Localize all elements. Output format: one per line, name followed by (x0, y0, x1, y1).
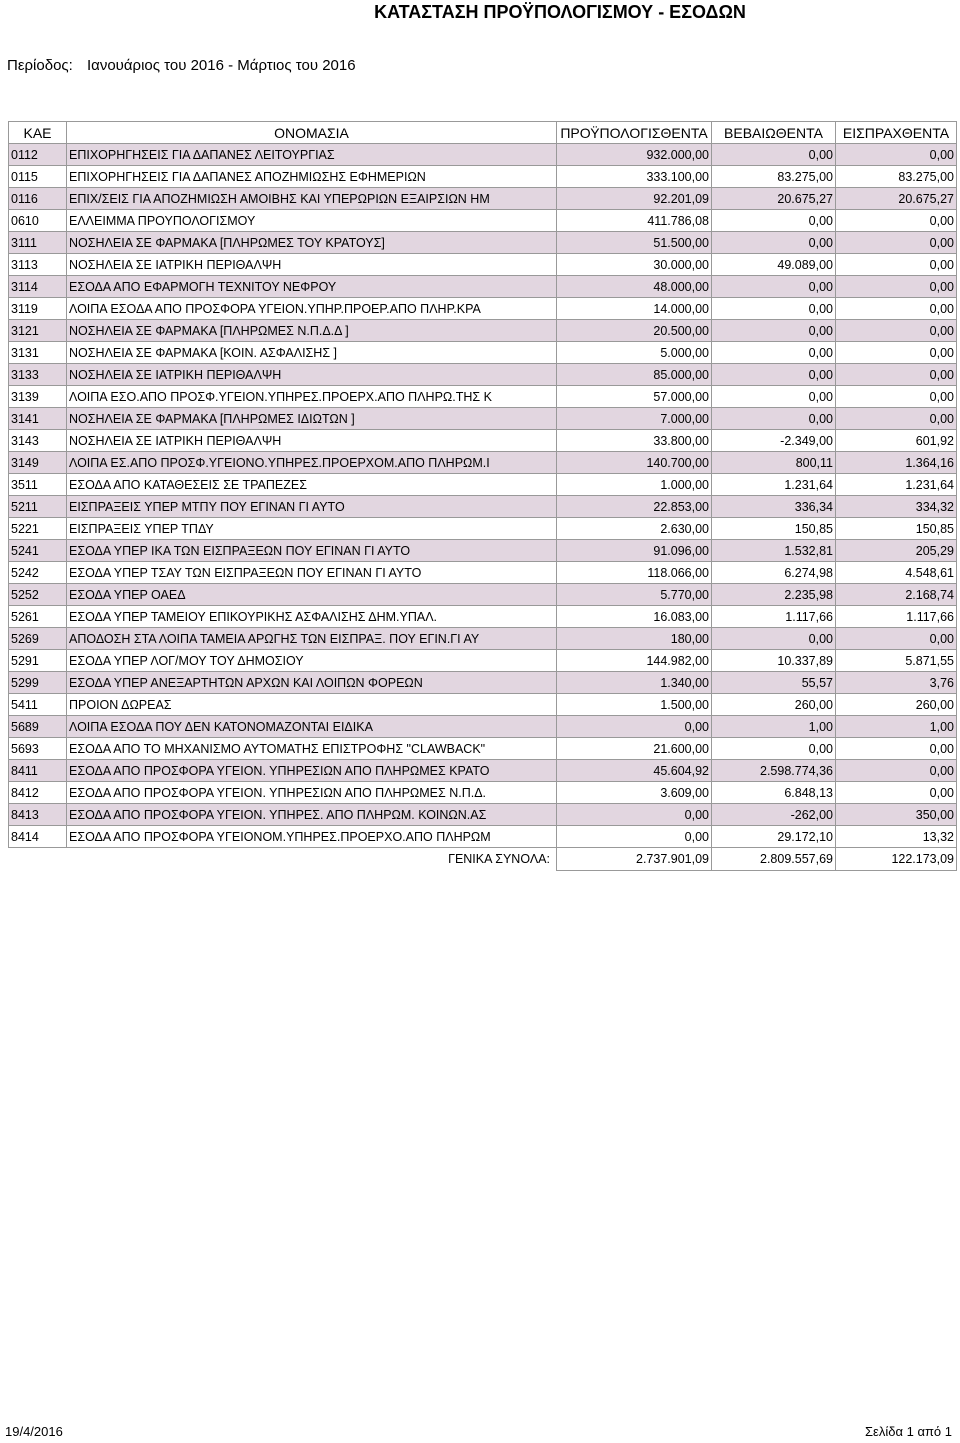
row-certified: 83.275,00 (712, 166, 836, 188)
row-collected: 20.675,27 (836, 188, 957, 210)
row-collected: 334,32 (836, 496, 957, 518)
table-row (9, 694, 957, 716)
table-row (9, 738, 957, 760)
row-certified: 1.231,64 (712, 474, 836, 496)
table-row (9, 276, 957, 298)
revenue-table (8, 121, 957, 871)
row-budget: 1.340,00 (557, 672, 712, 694)
row-budget: 2.630,00 (557, 518, 712, 540)
row-certified: 0,00 (712, 144, 836, 166)
row-budget: 180,00 (557, 628, 712, 650)
row-budget: 57.000,00 (557, 386, 712, 408)
row-certified: 6.274,98 (712, 562, 836, 584)
table-row (9, 672, 957, 694)
table-row (9, 606, 957, 628)
row-certified: 0,00 (712, 276, 836, 298)
row-certified: 49.089,00 (712, 254, 836, 276)
row-budget: 0,00 (557, 716, 712, 738)
row-kae: 8411 (9, 760, 67, 782)
table-row (9, 628, 957, 650)
row-collected: 0,00 (836, 408, 957, 430)
row-name: ΕΣΟΔΑ ΥΠΕΡ ΟΑΕΔ (67, 584, 557, 606)
row-budget: 7.000,00 (557, 408, 712, 430)
row-budget: 30.000,00 (557, 254, 712, 276)
row-name: ΕΣΟΔΑ ΑΠΟ ΚΑΤΑΘΕΣΕΙΣ ΣΕ ΤΡΑΠΕΖΕΣ (67, 474, 557, 496)
row-budget: 3.609,00 (557, 782, 712, 804)
row-budget: 22.853,00 (557, 496, 712, 518)
row-name: ΕΙΣΠΡΑΞΕΙΣ ΥΠΕΡ ΜΤΠΥ ΠΟΥ ΕΓΙΝΑΝ ΓΙ ΑΥΤΟ (67, 496, 557, 518)
row-budget: 1.000,00 (557, 474, 712, 496)
row-collected: 83.275,00 (836, 166, 957, 188)
totals-budget: 2.737.901,09 (557, 848, 712, 871)
table-row (9, 210, 957, 232)
row-budget: 92.201,09 (557, 188, 712, 210)
row-kae: 0610 (9, 210, 67, 232)
totals-label: ΓΕΝΙΚΑ ΣΥΝΟΛΑ: (67, 848, 557, 871)
row-certified: 1,00 (712, 716, 836, 738)
table-row (9, 518, 957, 540)
row-collected: 0,00 (836, 782, 957, 804)
row-name: ΕΠΙΧΟΡΗΓΗΣΕΙΣ ΓΙΑ ΔΑΠΑΝΕΣ ΑΠΟΖΗΜΙΩΣΗΣ ΕΦΗΜΕΡΙΩΝ (67, 166, 557, 188)
row-collected: 150,85 (836, 518, 957, 540)
row-collected: 260,00 (836, 694, 957, 716)
row-name: ΕΣΟΔΑ ΑΠΟ ΠΡΟΣΦΟΡΑ ΥΓΕΙΟΝΟΜ.ΥΠΗΡΕΣ.ΠΡΟΕΡΧΟ.ΑΠΟ ΠΛΗΡΩΜ (67, 826, 557, 848)
row-kae: 3119 (9, 298, 67, 320)
row-budget: 0,00 (557, 804, 712, 826)
row-budget: 33.800,00 (557, 430, 712, 452)
row-collected: 0,00 (836, 144, 957, 166)
row-budget: 333.100,00 (557, 166, 712, 188)
row-kae: 3121 (9, 320, 67, 342)
row-collected: 0,00 (836, 232, 957, 254)
table-row (9, 496, 957, 518)
row-kae: 5291 (9, 650, 67, 672)
row-budget: 932.000,00 (557, 144, 712, 166)
row-certified: 0,00 (712, 210, 836, 232)
row-collected: 3,76 (836, 672, 957, 694)
row-budget: 85.000,00 (557, 364, 712, 386)
totals-row (9, 848, 957, 871)
footer-page-number: Σελίδα 1 από 1 (865, 1424, 952, 1439)
header-budget: ΠΡΟΫΠΟΛΟΓΙΣΘΕΝΤΑ (557, 122, 712, 144)
table-row (9, 430, 957, 452)
row-certified: 55,57 (712, 672, 836, 694)
row-collected: 0,00 (836, 320, 957, 342)
table-row (9, 452, 957, 474)
table-row (9, 364, 957, 386)
table-header-row (9, 122, 957, 144)
row-budget: 16.083,00 (557, 606, 712, 628)
row-certified: 0,00 (712, 738, 836, 760)
row-certified: 800,11 (712, 452, 836, 474)
row-name: ΕΣΟΔΑ ΥΠΕΡ ΙΚΑ ΤΩΝ ΕΙΣΠΡΑΞΕΩΝ ΠΟΥ ΕΓΙΝΑΝ ΓΙ ΑΥΤΟ (67, 540, 557, 562)
row-certified: 0,00 (712, 232, 836, 254)
row-collected: 1,00 (836, 716, 957, 738)
row-kae: 8414 (9, 826, 67, 848)
totals-collected: 122.173,09 (836, 848, 957, 871)
table-row (9, 716, 957, 738)
row-collected: 2.168,74 (836, 584, 957, 606)
report-title: ΚΑΤΑΣΤΑΣΗ ΠΡΟΫΠΟΛΟΓΙΣΜΟΥ - ΕΣΟΔΩΝ (374, 2, 746, 22)
row-name: ΝΟΣΗΛΕΙΑ ΣΕ ΦΑΡΜΑΚΑ [ΠΛΗΡΩΜΕΣ Ν.Π.Δ.Δ ] (67, 320, 557, 342)
row-certified: 1.532,81 (712, 540, 836, 562)
row-name: ΕΣΟΔΑ ΥΠΕΡ ΛΟΓ/ΜΟΥ ΤΟΥ ΔΗΜΟΣΙΟΥ (67, 650, 557, 672)
row-budget: 5.770,00 (557, 584, 712, 606)
row-collected: 1.117,66 (836, 606, 957, 628)
row-name: ΕΣΟΔΑ ΑΠΟ ΠΡΟΣΦΟΡΑ ΥΓΕΙΟΝ. ΥΠΗΡΕΣ. ΑΠΟ ΠΛΗΡΩΜ. ΚΟΙΝΩΝ.ΑΣ (67, 804, 557, 826)
row-kae: 5242 (9, 562, 67, 584)
row-certified: 0,00 (712, 320, 836, 342)
row-kae: 3133 (9, 364, 67, 386)
period-line (7, 57, 356, 74)
header-kae: ΚΑΕ (9, 122, 67, 144)
row-name: ΕΣΟΔΑ ΥΠΕΡ ΤΑΜΕΙΟΥ ΕΠΙΚΟΥΡΙΚΗΣ ΑΣΦΑΛΙΣΗΣ ΔΗΜ.ΥΠΑΛ. (67, 606, 557, 628)
row-budget: 140.700,00 (557, 452, 712, 474)
row-name: ΕΠΙΧ/ΣΕΙΣ ΓΙΑ ΑΠΟΖΗΜΙΩΣΗ ΑΜΟΙΒΗΣ ΚΑΙ ΥΠΕΡΩΡΙΩΝ ΕΞΑΙΡΣΙΩΝ ΗΜ (67, 188, 557, 210)
row-budget: 48.000,00 (557, 276, 712, 298)
row-kae: 3114 (9, 276, 67, 298)
totals-certified: 2.809.557,69 (712, 848, 836, 871)
header-certified: ΒΕΒΑΙΩΘΕΝΤΑ (712, 122, 836, 144)
table-row (9, 826, 957, 848)
row-kae: 5299 (9, 672, 67, 694)
row-certified: 0,00 (712, 342, 836, 364)
row-name: ΝΟΣΗΛΕΙΑ ΣΕ ΙΑΤΡΙΚΗ ΠΕΡΙΘΑΛΨΗ (67, 364, 557, 386)
header-name: ΟΝΟΜΑΣΙΑ (67, 122, 557, 144)
row-name: ΕΠΙΧΟΡΗΓΗΣΕΙΣ ΓΙΑ ΔΑΠΑΝΕΣ ΛΕΙΤΟΥΡΓΙΑΣ (67, 144, 557, 166)
row-name: ΝΟΣΗΛΕΙΑ ΣΕ ΦΑΡΜΑΚΑ [ΠΛΗΡΩΜΕΣ ΤΟΥ ΚΡΑΤΟΥΣ] (67, 232, 557, 254)
table-row (9, 650, 957, 672)
row-budget: 1.500,00 (557, 694, 712, 716)
row-kae: 3139 (9, 386, 67, 408)
row-kae: 8413 (9, 804, 67, 826)
table-row (9, 562, 957, 584)
row-kae: 0116 (9, 188, 67, 210)
row-certified: 2.235,98 (712, 584, 836, 606)
row-kae: 8412 (9, 782, 67, 804)
row-collected: 205,29 (836, 540, 957, 562)
row-kae: 5689 (9, 716, 67, 738)
row-name: ΛΟΙΠΑ ΕΣ.ΑΠΟ ΠΡΟΣΦ.ΥΓΕΙΟΝΟ.ΥΠΗΡΕΣ.ΠΡΟΕΡΧΟΜ.ΑΠΟ ΠΛΗΡΩΜ.Ι (67, 452, 557, 474)
table-row (9, 386, 957, 408)
table-row (9, 584, 957, 606)
row-name: ΝΟΣΗΛΕΙΑ ΣΕ ΦΑΡΜΑΚΑ [ΚΟΙΝ. ΑΣΦΑΛΙΣΗΣ ] (67, 342, 557, 364)
row-name: ΛΟΙΠΑ ΕΣΟ.ΑΠΟ ΠΡΟΣΦ.ΥΓΕΙΟΝ.ΥΠΗΡΕΣ.ΠΡΟΕΡΧ.ΑΠΟ ΠΛΗΡΩ.ΤΗΣ Κ (67, 386, 557, 408)
row-collected: 350,00 (836, 804, 957, 826)
row-name: ΕΣΟΔΑ ΑΠΟ ΤΟ ΜΗΧΑΝΙΣΜΟ ΑΥΤΟΜΑΤΗΣ ΕΠΙΣΤΡΟΦΗΣ "CLAWBACK" (67, 738, 557, 760)
table-row (9, 254, 957, 276)
table-row (9, 320, 957, 342)
row-kae: 3149 (9, 452, 67, 474)
row-certified: 150,85 (712, 518, 836, 540)
row-collected: 5.871,55 (836, 650, 957, 672)
row-kae: 5261 (9, 606, 67, 628)
row-name: ΛΟΙΠΑ ΕΣΟΔΑ ΑΠΟ ΠΡΟΣΦΟΡΑ ΥΓΕΙΟΝ.ΥΠΗΡ.ΠΡΟΕΡ.ΑΠΟ ΠΛΗΡ.ΚΡΑ (67, 298, 557, 320)
row-collected: 0,00 (836, 386, 957, 408)
row-kae: 0112 (9, 144, 67, 166)
row-collected: 601,92 (836, 430, 957, 452)
row-certified: 336,34 (712, 496, 836, 518)
row-certified: 0,00 (712, 386, 836, 408)
row-certified: 0,00 (712, 408, 836, 430)
table-row (9, 188, 957, 210)
row-certified: 260,00 (712, 694, 836, 716)
table-row (9, 540, 957, 562)
row-certified: -262,00 (712, 804, 836, 826)
row-budget: 14.000,00 (557, 298, 712, 320)
row-kae: 5252 (9, 584, 67, 606)
row-certified: 0,00 (712, 628, 836, 650)
table-row (9, 342, 957, 364)
row-kae: 3141 (9, 408, 67, 430)
row-kae: 3131 (9, 342, 67, 364)
footer-date: 19/4/2016 (5, 1424, 63, 1439)
row-certified: 0,00 (712, 364, 836, 386)
row-budget: 21.600,00 (557, 738, 712, 760)
totals-spacer (9, 848, 67, 871)
row-kae: 3113 (9, 254, 67, 276)
row-name: ΕΣΟΔΑ ΑΠΟ ΕΦΑΡΜΟΓΗ ΤΕΧΝΙΤΟΥ ΝΕΦΡΟΥ (67, 276, 557, 298)
row-collected: 0,00 (836, 298, 957, 320)
row-certified: 0,00 (712, 298, 836, 320)
row-certified: 6.848,13 (712, 782, 836, 804)
row-name: ΕΛΛΕΙΜΜΑ ΠΡΟΥΠΟΛΟΓΙΣΜΟΥ (67, 210, 557, 232)
row-certified: 20.675,27 (712, 188, 836, 210)
row-collected: 0,00 (836, 364, 957, 386)
row-collected: 0,00 (836, 760, 957, 782)
row-budget: 144.982,00 (557, 650, 712, 672)
table-row (9, 804, 957, 826)
row-collected: 0,00 (836, 628, 957, 650)
row-certified: 29.172,10 (712, 826, 836, 848)
table-row (9, 144, 957, 166)
row-name: ΕΣΟΔΑ ΑΠΟ ΠΡΟΣΦΟΡΑ ΥΓΕΙΟΝ. ΥΠΗΡΕΣΙΩΝ ΑΠΟ ΠΛΗΡΩΜΕΣ ΚΡΑΤΟ (67, 760, 557, 782)
row-budget: 5.000,00 (557, 342, 712, 364)
row-collected: 0,00 (836, 254, 957, 276)
row-collected: 1.364,16 (836, 452, 957, 474)
row-budget: 0,00 (557, 826, 712, 848)
row-budget: 20.500,00 (557, 320, 712, 342)
row-certified: 2.598.774,36 (712, 760, 836, 782)
row-name: ΛΟΙΠΑ ΕΣΟΔΑ ΠΟΥ ΔΕΝ ΚΑΤΟΝΟΜΑΖΟΝΤΑΙ ΕΙΔΙΚΑ (67, 716, 557, 738)
row-name: ΝΟΣΗΛΕΙΑ ΣΕ ΙΑΤΡΙΚΗ ΠΕΡΙΘΑΛΨΗ (67, 254, 557, 276)
header-collected: ΕΙΣΠΡΑΧΘΕΝΤΑ (836, 122, 957, 144)
row-budget: 91.096,00 (557, 540, 712, 562)
row-name: ΕΣΟΔΑ ΥΠΕΡ ΤΣΑΥ ΤΩΝ ΕΙΣΠΡΑΞΕΩΝ ΠΟΥ ΕΓΙΝΑΝ ΓΙ ΑΥΤΟ (67, 562, 557, 584)
row-kae: 0115 (9, 166, 67, 188)
row-kae: 3143 (9, 430, 67, 452)
table-row (9, 298, 957, 320)
row-budget: 118.066,00 (557, 562, 712, 584)
row-name: ΕΣΟΔΑ ΑΠΟ ΠΡΟΣΦΟΡΑ ΥΓΕΙΟΝ. ΥΠΗΡΕΣΙΩΝ ΑΠΟ ΠΛΗΡΩΜΕΣ Ν.Π.Δ. (67, 782, 557, 804)
table-row (9, 166, 957, 188)
row-name: ΝΟΣΗΛΕΙΑ ΣΕ ΦΑΡΜΑΚΑ [ΠΛΗΡΩΜΕΣ ΙΔΙΩΤΩΝ ] (67, 408, 557, 430)
row-kae: 5221 (9, 518, 67, 540)
row-collected: 13,32 (836, 826, 957, 848)
table-row (9, 232, 957, 254)
row-collected: 0,00 (836, 276, 957, 298)
row-certified: 1.117,66 (712, 606, 836, 628)
row-collected: 0,00 (836, 210, 957, 232)
row-name: ΝΟΣΗΛΕΙΑ ΣΕ ΙΑΤΡΙΚΗ ΠΕΡΙΘΑΛΨΗ (67, 430, 557, 452)
row-budget: 411.786,08 (557, 210, 712, 232)
row-kae: 5693 (9, 738, 67, 760)
row-collected: 4.548,61 (836, 562, 957, 584)
period-label: Περίοδος: (7, 57, 73, 74)
row-name: ΑΠΟΔΟΣΗ ΣΤΑ ΛΟΙΠΑ ΤΑΜΕΙΑ ΑΡΩΓΗΣ ΤΩΝ ΕΙΣΠΡΑΞ. ΠΟΥ ΕΓΙΝ.ΓΙ ΑΥ (67, 628, 557, 650)
table-row (9, 408, 957, 430)
row-budget: 51.500,00 (557, 232, 712, 254)
row-collected: 0,00 (836, 738, 957, 760)
row-name: ΠΡΟΙΟΝ ΔΩΡΕΑΣ (67, 694, 557, 716)
row-collected: 0,00 (836, 342, 957, 364)
table-row (9, 760, 957, 782)
row-budget: 45.604,92 (557, 760, 712, 782)
row-kae: 3111 (9, 232, 67, 254)
row-kae: 5241 (9, 540, 67, 562)
row-kae: 5411 (9, 694, 67, 716)
row-certified: -2.349,00 (712, 430, 836, 452)
row-name: ΕΙΣΠΡΑΞΕΙΣ ΥΠΕΡ ΤΠΔΥ (67, 518, 557, 540)
row-kae: 5269 (9, 628, 67, 650)
row-certified: 10.337,89 (712, 650, 836, 672)
table-row (9, 782, 957, 804)
row-kae: 5211 (9, 496, 67, 518)
period-value: Ιανουάριος του 2016 - Μάρτιος του 2016 (87, 57, 356, 74)
row-kae: 3511 (9, 474, 67, 496)
row-name: ΕΣΟΔΑ ΥΠΕΡ ΑΝΕΞΑΡΤΗΤΩΝ ΑΡΧΩΝ ΚΑΙ ΛΟΙΠΩΝ ΦΟΡΕΩΝ (67, 672, 557, 694)
row-collected: 1.231,64 (836, 474, 957, 496)
table-row (9, 474, 957, 496)
